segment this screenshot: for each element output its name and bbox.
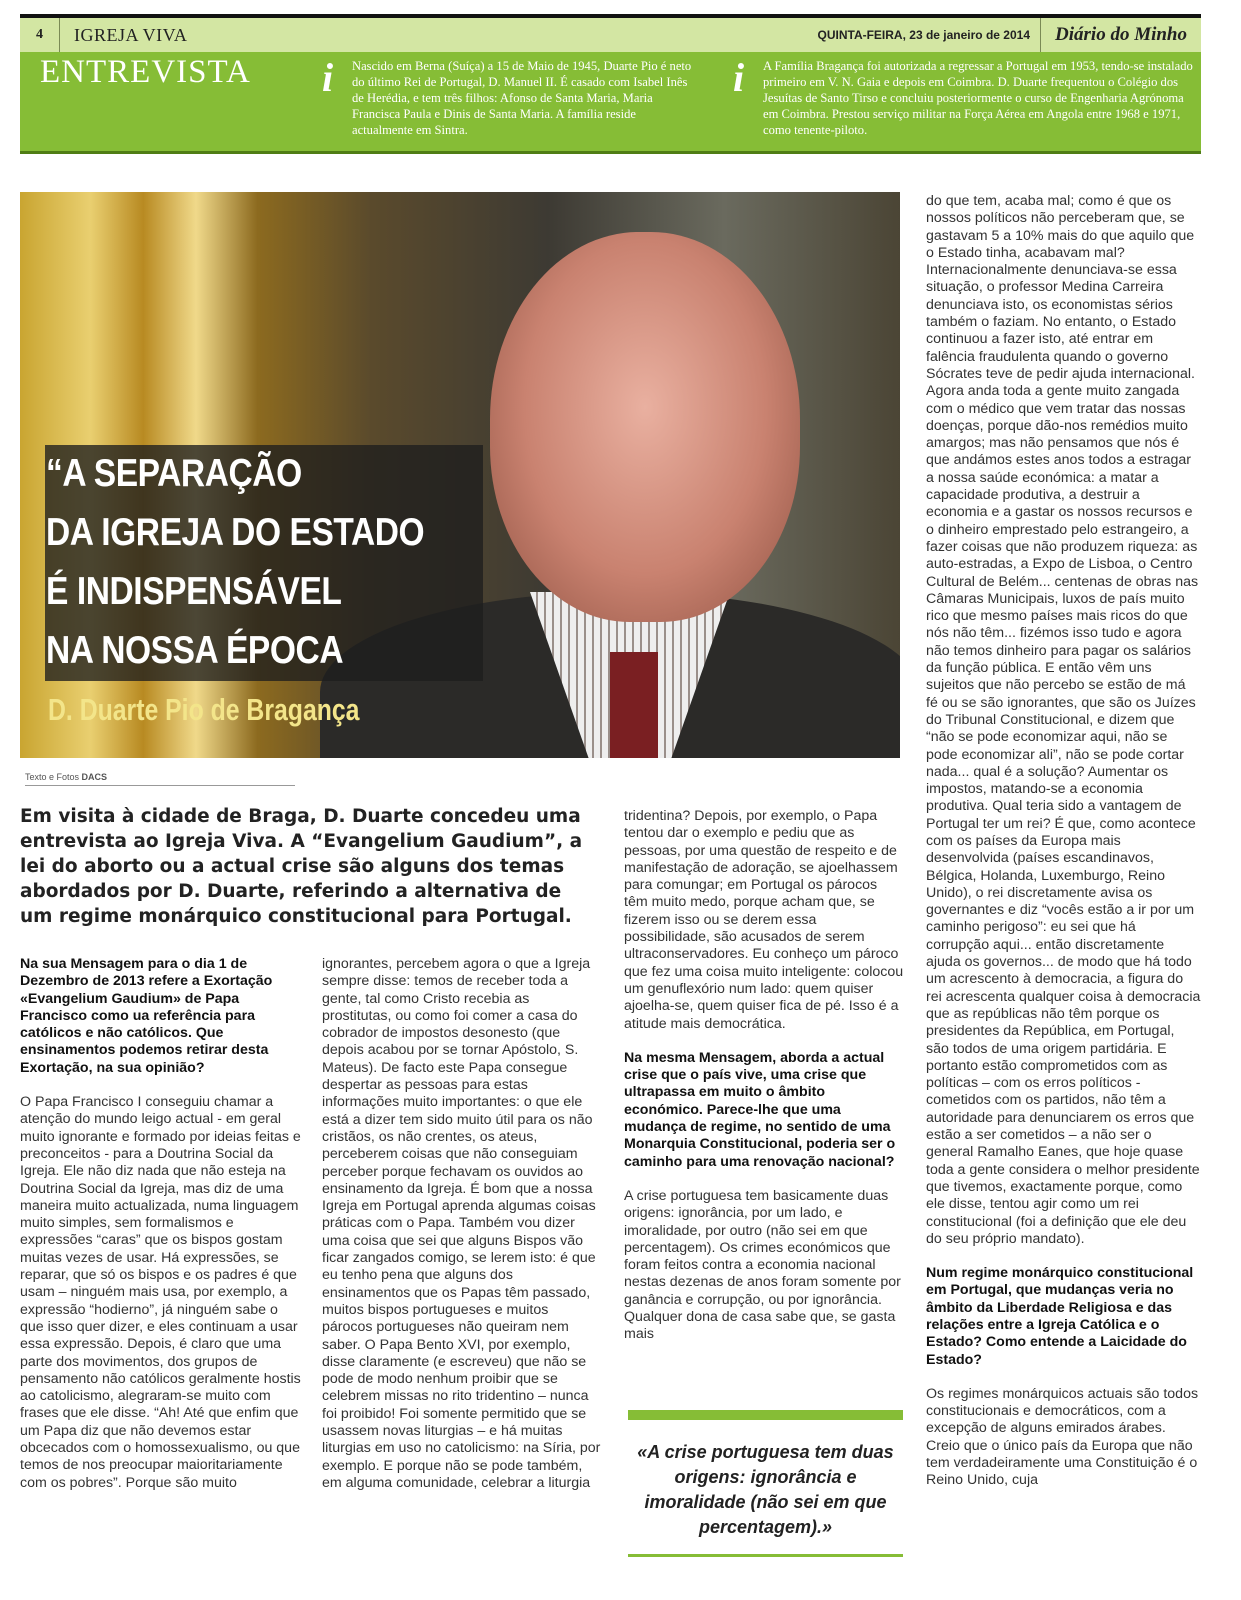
answer: A crise portuguesa tem basicamente duas origens: ignorância, por um lado, e imoralidade, por outro (não sei em que percentagem). Os crimes económicos que foram feitos contra a economia nacional nestas dezenas de anos foram somente por ganância e corrupção, ou por ignorância. Qualquer dona de casa sabe que, se gasta mais: [624, 1187, 901, 1343]
newspaper-logo: Diário do Minho: [1055, 24, 1187, 45]
page-number: 4: [20, 18, 60, 52]
section-name: IGREJA VIVA: [74, 24, 188, 45]
photo-face: [490, 232, 800, 622]
photo-credit: [25, 772, 295, 786]
answer: O Papa Francisco I conseguiu chamar a atenção do mundo leigo actual - em geral muito ignorante e formado por ideias feitas e preconceitos - para a Doutrina Social da Igreja. Ele não diz nada que não esteja na Doutrina Social da Igreja, mas diz de uma maneira muito actualizada, numa linguagem muito simples, sem formalismos e expressões “caras” que os bispos gostam muitas vezes de usar. Há expressões, se reparar, que só os bispos e os padres é que usam – ninguém mais usa, por exemplo, a expressão “hodierno”, já ninguém sabe o que isso quer dizer, e eles continuam a usar essa expressão. Depois, é claro que uma parte dos movimentos, dos grupos de pensamento não católicos geralmente hostis ao catolicismo, alegraram-se muito com frases que ele disse. “Ah! Até que enfim que um Papa diz que não devemos estar obcecados com o homossexualismo, ou que temos de nos preocupar maioritariamente com os pobres”. Porque são muito: [20, 1094, 301, 1491]
photo-tie: [610, 652, 658, 758]
answer: Os regimes monárquicos actuais são todos constitucionais e democráticos, com a excepção de alguns emirados árabes. Creio que o único país da Europa que não tem verdadeiramente uma Constituição é o Reino Unido, cuja: [926, 1385, 1199, 1489]
info-box-biography: [322, 55, 697, 138]
page-header: [20, 18, 1201, 52]
lead-paragraph: Em visita à cidade de Braga, D. Duarte concedeu uma entrevista ao Igreja Viva. A “Evangelium Gaudium”, a lei do aborto ou a actual crise são alguns dos temas abordados por D. Duarte, referindo a alternativa de um regime monárquico constitucional para Portugal.: [20, 806, 583, 927]
pull-quote: «A crise portuguesa tem duas origens: ignorância e imoralidade (não sei em que percentagem).»: [628, 1410, 903, 1557]
column-1: [20, 956, 303, 1509]
column-4: [926, 193, 1201, 1507]
info-icon: i: [733, 55, 745, 100]
info-box-family: [733, 55, 1198, 138]
intro-band: [20, 52, 1201, 154]
column-2: [322, 956, 602, 1509]
issue-date: QUINTA-FEIRA, 23 de janeiro de 2014: [818, 18, 1042, 52]
answer: do que tem, acaba mal; como é que os nossos políticos não perceberam que, se gastavam 5 a 10% mais do que aquilo que o Estado tinha, acabavam mal? Internacionalmente denunciava-se essa situação, o professor Medina Carreira denunciava isto, os economistas sérios também o faziam. No entanto, o Estado continuou a fazer isto, até entrar em falência fraudulenta quando o governo Sócrates teve de pedir ajuda internacional. Agora anda toda a gente muito zangada com o médico que vem tratar das nossas doenças, porque dão-nos remédios muito amargos; mas não pensamos que nós é que andámos estes anos todos a estragar a nossa saúde económica: a matar a capacidade produtiva, a destruir a economia e a gastar os nossos recursos e o dinheiro emprestado pelo estrangeiro, a fazer coisas que não produzem riqueza: as auto-estradas, a Expo de Lisboa, o Centro Cultural de Belém... centenas de obras nas Câmaras Municipais, luxos de país muito rico que mesmo países mais ricos do que nós não têm... fizémos isso tudo e agora não temos dinheiro para pagar os salários da função pública. E então vêm uns sujeitos que não percebo se estão de má fé ou se são ignorantes, que são os Juízes do Tribunal Constitucional, e dizem que “não se pode economizar aqui, não se pode economizar ali”, não se pode cortar nada... qual é a solução? Aumentar os impostos, matando-se a economia produtiva. Qual teria sido a vantagem de Portugal ter um rei? É que, como acontece com os países da Europa mais desenvolvida (países escandinavos, Bélgica, Holanda, Luxemburgo, Reino Unido), o rei discretamente avisa os governantes e diz “vocês estão a ir por um caminho perigoso”: eu sei que há corrupção aqui... então discretamente ajuda os governos... de modo que há todo um acrescento à democracia, a figura do rei acrescenta qualquer coisa à democracia que as repúblicas não têm porque os presidentes da República, em Portugal, são todos de uma origem partidária. E portanto estão comprometidos com as políticas – com os erros políticos - cometidos com os partidos, não têm a autoridade para denunciarem os erros que estão a ser cometidos – a não ser o general Ramalho Eanes, que hoje quase toda a gente considera o melhor presidente que tivemos, exactamente porque, como ele disse, tentou agir como um rei constitucional (foi a definição que ele deu do seu próprio mandato).: [926, 193, 1201, 1247]
credit-author: DACS: [81, 772, 108, 782]
column-3: [624, 808, 904, 1361]
question: Na mesma Mensagem, aborda a actual crise que o país vive, uma crise que ultrapassa em muito o âmbito económico. Parece-lhe que uma mudança de regime, no sentido de uma Monarquia Constitucional, poderia ser o caminho para uma renovação nacional?: [624, 1049, 896, 1170]
info-text: Nascido em Berna (Suíça) a 15 de Maio de 1945, Duarte Pio é neto do último Rei de Portugal, D. Manuel II. É casado com Isabel Inês de Herédia, e tem três filhos: Afonso de Santa Maria, Maria Francisca Paula e Dinis de Santa Maria. A família reside actualmente em Sintra.: [352, 59, 692, 137]
kicker: ENTREVISTA: [40, 54, 251, 90]
portrait-photo: [20, 192, 900, 758]
question: Num regime monárquico constitucional em Portugal, que mudanças veria no âmbito da Liberdade Religiosa e das relações entre a Igreja Católica e o Estado? Como entende a Laicidade do Estado?: [926, 1265, 1194, 1368]
interviewee-name: D. Duarte Pio de Bragança: [48, 692, 360, 727]
answer: ignorantes, percebem agora o que a Igreja sempre disse: temos de receber toda a gente, tal como Cristo recebia as prostitutas, ou como foi comer a casa do cobrador de impostos desonesto (que depois acabou por se tornar Apóstolo, S. Mateus). De facto este Papa consegue despertar as pessoas para estas informações muito importantes: o que ele está a dizer tem sido muito útil para os não cristãos, os não crentes, os ateus, perceberem coisas que não conseguiam perceber porque fechavam os ouvidos ao ensinamento da Igreja. É bom que a nossa Igreja em Portugal aprenda algumas coisas práticas com o Papa. Também vou dizer uma coisa que sei que alguns Bispos vão ficar zangados comigo, se lerem isto: é que eu tenho pena que alguns dos ensinamentos que os Papas têm passado, muitos bispos portugueses e muitos párocos portugueses não queiram nem saber. O Papa Bento XVI, por exemplo, disse claramente (e escreveu) que não se pode de modo nenhum proibir que se celebrem missas no rito tridentino – nunca foi proibido! Foi somente permitido que se usassem novas liturgias – e há muitas liturgias em uso no catolicismo: na Síria, por exemplo. E porque não se pode também, em alguma comunidade, celebrar a liturgia: [322, 956, 601, 1491]
answer: tridentina? Depois, por exemplo, o Papa tentou dar o exemplo e pediu que as pessoas, por uma questão de respeito e de manifestação de adoração, se ajoelhassem para comungar; em Portugal os párocos têm muito medo, porque acham que, se fizerem isso ou se derem essa possibilidade, são acusados de serem ultraconservadores. Eu conheço um pároco que fez uma coisa muito inteligente: colocou um genuflexório num lado: quem quiser ajoelha-se, quem quiser fica de pé. Isso é a atitude mais democrática.: [624, 808, 904, 1032]
question: Na sua Mensagem para o dia 1 de Dezembro de 2013 refere a Exortação «Evangelium Gaudium» de Papa Francisco como ua referência para católicos e não católicos. Que ensinamentos podemos retirar desta Exortação, na sua opinião?: [20, 956, 273, 1076]
credit-label: Texto e Fotos: [25, 772, 80, 782]
info-text: A Família Bragança foi autorizada a regressar a Portugal em 1953, tendo-se instalado primeiro em V. N. Gaia e depois em Coimbra. D. Duarte frequentou o Colégio dos Jesuítas de Santo Tirso e concluiu posteriormente o curso de Engenharia Agrónoma em Coimbra. Prestou serviço militar na Força Aérea em Angola entre 1968 e 1971, como tenente-piloto.: [763, 59, 1193, 137]
headline: “A SEPARAÇÃO DA IGREJA DO ESTADO É INDISPENSÁVEL NA NOSSA ÉPOCA: [46, 452, 425, 672]
info-icon: i: [322, 55, 334, 100]
